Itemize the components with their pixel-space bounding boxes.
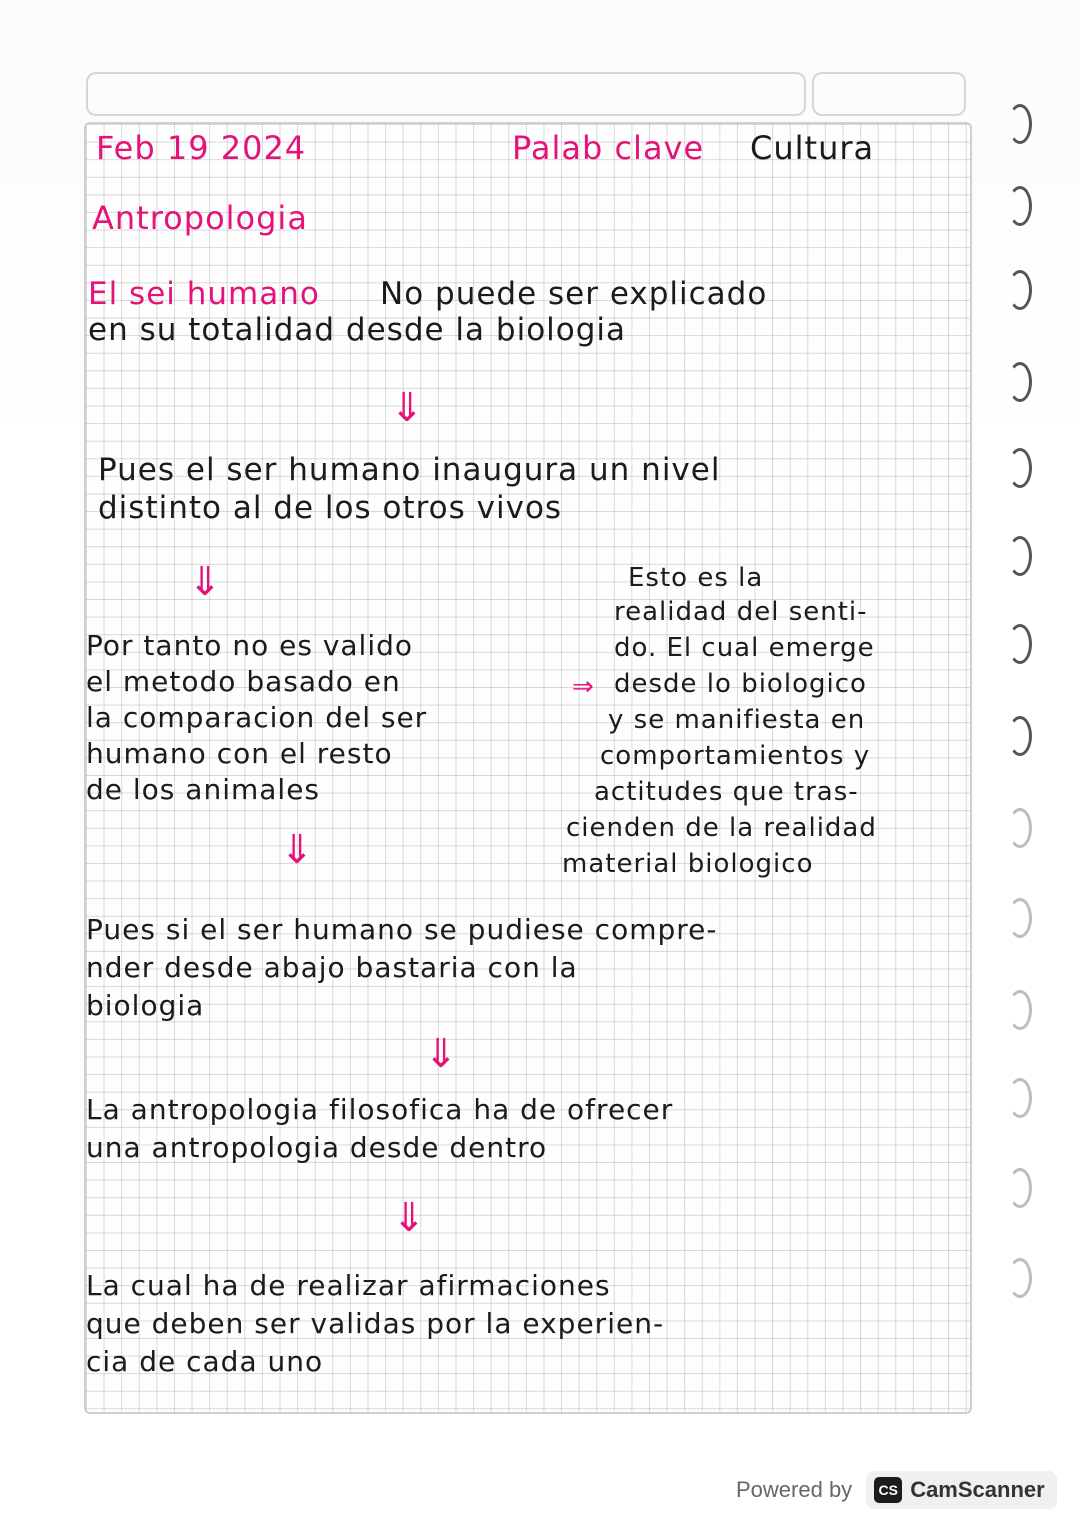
p3-right-line5: y se manifiesta en [608,705,866,735]
spiral-ring [1008,624,1032,664]
p1-line1-rest: No puede ser explicado [380,276,768,312]
date-text: Feb 19 2024 [96,129,307,167]
header-box-right [812,72,966,116]
camscanner-badge [866,1471,1057,1509]
p1-line1-pink: El sei humano [88,276,320,312]
p2-line2: distinto al de los otros vivos [98,490,563,526]
p3-right-line1: Esto es la [628,563,764,593]
spiral-ring [1008,448,1032,488]
p3-right-line2: realidad del senti- [614,597,868,627]
spiral-ring [1008,1078,1032,1118]
keyword-value: Cultura [750,129,875,167]
down-arrow-icon: ⇓ [280,827,314,873]
p6-line3: cia de cada uno [86,1345,324,1378]
down-arrow-icon: ⇓ [188,559,222,605]
p3-right-line7: actitudes que tras- [594,777,859,807]
p3-right-line8: cienden de la realidad [566,813,877,843]
p3-left-line5: de los animales [86,773,321,806]
p2-line1: Pues el ser humano inaugura un nivel [98,452,721,488]
p3-left-line2: el metodo basado en [86,665,401,698]
p3-right-line3: do. El cual emerge [614,633,875,663]
p3-left-line3: la comparacion del ser [86,701,428,734]
spiral-ring [1008,808,1032,848]
spiral-ring [1008,990,1032,1030]
p5-line1: La antropologia filosofica ha de ofrecer [86,1093,674,1126]
header-box-left [86,72,806,116]
p6-line1: La cual ha de realizar afirmaciones [86,1269,611,1302]
spiral-ring [1008,1168,1032,1208]
p3-right-line6: comportamientos y [600,741,871,771]
camscanner-logo-icon: CS [874,1477,902,1503]
spiral-ring [1008,716,1032,756]
p3-right-line9: material biologico [562,849,814,879]
p4-line1: Pues si el ser humano se pudiese compre- [86,913,718,946]
p5-line2: una antropologia desde dentro [86,1131,548,1164]
keyword-label: Palab clave [512,129,705,167]
p3-left-line1: Por tanto no es valido [86,629,414,662]
powered-by-text: Powered by [736,1477,853,1502]
camscanner-watermark [736,1470,1057,1510]
subject-heading: Antropologia [92,199,308,237]
spiral-ring [1008,104,1032,144]
spiral-ring [1008,362,1032,402]
p3-left-line4: humano con el resto [86,737,393,770]
camscanner-name: CamScanner [910,1477,1045,1502]
p1-line2: en su totalidad desde la biologia [88,312,627,348]
down-arrow-icon: ⇓ [392,1195,426,1241]
p3-right-line4: desde lo biologico [614,669,867,699]
down-arrow-icon: ⇓ [390,385,424,431]
spiral-ring [1008,898,1032,938]
p4-line3: biologia [86,989,205,1022]
spiral-ring [1008,270,1032,310]
spiral-ring [1008,186,1032,226]
right-arrow-icon: ⇒ [572,672,594,702]
spiral-ring [1008,1258,1032,1298]
p6-line2: que deben ser validas por la experien- [86,1307,665,1340]
p4-line2: nder desde abajo bastaria con la [86,951,578,984]
down-arrow-icon: ⇓ [424,1031,458,1077]
spiral-ring [1008,536,1032,576]
